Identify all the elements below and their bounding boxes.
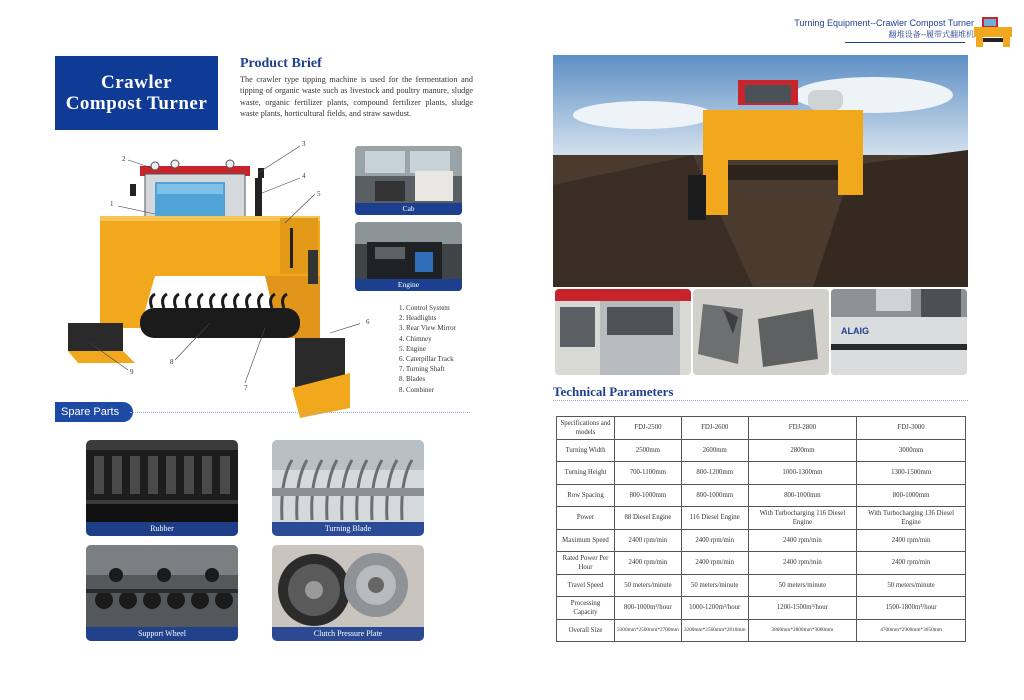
table-cell: 88 Diesel Engine bbox=[615, 507, 682, 530]
callout-2: 2 bbox=[122, 155, 126, 163]
parts-list-item: 6. Caterpillar Track bbox=[399, 355, 454, 364]
spare-part-support-wheel bbox=[86, 545, 238, 641]
product-brief-heading: Product Brief bbox=[240, 56, 322, 71]
inset-photo-cab bbox=[355, 146, 462, 215]
spare-part-clutch-pressure-plate bbox=[272, 545, 424, 641]
row-label: Travel Speed bbox=[557, 574, 615, 597]
table-row bbox=[557, 597, 966, 620]
table-cell: 50 meters/minute bbox=[748, 574, 857, 597]
blade-plates-image bbox=[693, 289, 829, 375]
table-row bbox=[557, 552, 966, 575]
table-cell: 800-1000m³/hour bbox=[615, 597, 682, 620]
row-label: Processing Capacity bbox=[557, 597, 615, 620]
technical-parameters-divider bbox=[553, 400, 968, 401]
parts-list-item: 5. Engine bbox=[399, 344, 426, 353]
table-cell: 2400 rpm/min bbox=[748, 552, 857, 575]
table-header-row bbox=[557, 417, 966, 440]
table-cell: 2400 rpm/min bbox=[748, 529, 857, 552]
row-label: Row Spacing bbox=[557, 484, 615, 507]
table-cell: 2800mm bbox=[748, 439, 857, 462]
table-row bbox=[557, 462, 966, 485]
table-cell: 1200-1500m³/hour bbox=[748, 597, 857, 620]
inset-photo-engine bbox=[355, 222, 462, 291]
row-label: Turning Height bbox=[557, 462, 615, 485]
table-cell: With Turbocharging 136 Diesel Engine bbox=[857, 507, 966, 530]
technical-parameters-table bbox=[556, 416, 966, 642]
callout-7: 7 bbox=[244, 384, 248, 392]
spare-caption-support-wheel: Support Wheel bbox=[86, 627, 238, 641]
compost-turner-logo-icon bbox=[972, 14, 1014, 48]
spare-part-rubber bbox=[86, 440, 238, 536]
table-cell: 800-1000mm bbox=[615, 484, 682, 507]
table-cell: 3300mm*2500mm*2700mm bbox=[615, 619, 682, 642]
table-cell: 4700mm*2900mm*3050mm bbox=[857, 619, 966, 642]
table-header-cell: FDJ-2600 bbox=[681, 417, 748, 440]
table-header-cell: FDJ-2800 bbox=[748, 417, 857, 440]
table-cell: 2400 rpm/min bbox=[681, 552, 748, 575]
table-cell: 2400 rpm/min bbox=[681, 529, 748, 552]
table-cell: 3200mm*2560mm*2810mm bbox=[681, 619, 748, 642]
table-cell: 800-1200mm bbox=[681, 462, 748, 485]
header-divider bbox=[845, 42, 965, 43]
spare-caption-turning-blade: Turning Blade bbox=[272, 522, 424, 536]
parts-list-item: 8. Combiner bbox=[399, 385, 434, 394]
table-row bbox=[557, 529, 966, 552]
field-photo-compost-turner bbox=[553, 55, 968, 287]
table-cell: 50 meters/minute bbox=[681, 574, 748, 597]
table-row bbox=[557, 507, 966, 530]
parts-list-item: 4. Chimney bbox=[399, 334, 432, 343]
header-title-cn: 翻堆设备--履带式翻堆机 bbox=[888, 30, 974, 39]
table-cell: 2600mm bbox=[681, 439, 748, 462]
parts-list-item: 8. Blades bbox=[399, 375, 426, 384]
table-cell: 2500mm bbox=[615, 439, 682, 462]
callout-5: 5 bbox=[317, 190, 321, 198]
row-label: Turning Width bbox=[557, 439, 615, 462]
table-cell: 50 meters/minute bbox=[615, 574, 682, 597]
page-header bbox=[794, 18, 974, 40]
row-label: Overall Size bbox=[557, 619, 615, 642]
product-title-box bbox=[55, 56, 218, 130]
callout-4: 4 bbox=[302, 172, 306, 180]
machine-body-image bbox=[831, 289, 967, 375]
compost-turner-illustration bbox=[60, 138, 360, 420]
table-cell: 2400 rpm/min bbox=[857, 552, 966, 575]
table-cell: 700-1100mm bbox=[615, 462, 682, 485]
inset-caption-cab: Cab bbox=[355, 203, 462, 215]
table-cell: 800-1000mm bbox=[681, 484, 748, 507]
table-row bbox=[557, 484, 966, 507]
spare-parts-heading: Spare Parts bbox=[55, 402, 133, 422]
table-cell: 1300-1500mm bbox=[857, 462, 966, 485]
spare-caption-rubber: Rubber bbox=[86, 522, 238, 536]
table-cell: 50 meters/minute bbox=[857, 574, 966, 597]
parts-list-item: 2. Headlights bbox=[399, 314, 437, 323]
callout-8: 8 bbox=[170, 358, 174, 366]
product-brief-text: The crawler type tipping machine is used for the fermentation and tipping of organic waste such as livestock and poultry manure, sludge waste, organic fertilizer plants, compound fertilizer plants, sludge waste plants, horticultural fields, and straw sawdust. bbox=[240, 75, 473, 118]
table-row bbox=[557, 619, 966, 642]
table-cell: 1000-1200m³/hour bbox=[681, 597, 748, 620]
callout-1: 1 bbox=[110, 200, 114, 208]
table-cell: 2400 rpm/min bbox=[615, 552, 682, 575]
table-cell: With Turbocharging 116 Diesel Engine bbox=[748, 507, 857, 530]
table-cell: 116 Diesel Engine bbox=[681, 507, 748, 530]
technical-parameters-heading: Technical Parameters bbox=[553, 384, 674, 399]
row-label: Maximum Speed bbox=[557, 529, 615, 552]
table-cell: 2400 rpm/min bbox=[615, 529, 682, 552]
table-cell: 800-1000mm bbox=[857, 484, 966, 507]
thumb-photo-machine-body bbox=[831, 289, 967, 375]
parts-list-item: 7. Turning Shaft bbox=[399, 365, 445, 374]
table-header-cell: FDJ-2500 bbox=[615, 417, 682, 440]
row-label: Power bbox=[557, 507, 615, 530]
parts-list-item: 3. Rear View Mirror bbox=[399, 324, 456, 333]
header-title-en: Turning Equipment--Crawler Compost Turner bbox=[794, 18, 974, 28]
row-label: Rated Power Per Hour bbox=[557, 552, 615, 575]
table-cell: 3000mm bbox=[857, 439, 966, 462]
callout-9: 9 bbox=[130, 368, 134, 376]
table-row bbox=[557, 439, 966, 462]
spare-caption-clutch-pressure-plate: Clutch Pressure Plate bbox=[272, 627, 424, 641]
callout-3: 3 bbox=[302, 140, 306, 148]
table-cell: 800-1000mm bbox=[748, 484, 857, 507]
table-cell: 1000-1300mm bbox=[748, 462, 857, 485]
table-cell: 1500-1800m³/hour bbox=[857, 597, 966, 620]
table-cell: 3800mm*2800mm*3000mm bbox=[748, 619, 857, 642]
table-header-cell: Specifications and models bbox=[557, 417, 615, 440]
title-line-2: Compost Turner bbox=[65, 93, 208, 114]
thumb-logo-text: ALAIG bbox=[841, 326, 869, 336]
title-line-1: Crawler bbox=[100, 72, 173, 93]
spare-parts-divider bbox=[130, 412, 470, 413]
thumb-photo-blades bbox=[693, 289, 829, 375]
parts-list-item: 1. Control System bbox=[399, 304, 450, 312]
spare-part-turning-blade bbox=[272, 440, 424, 536]
table-cell: 2400 rpm/min bbox=[857, 529, 966, 552]
parts-list bbox=[399, 303, 456, 395]
cab-exterior-image bbox=[555, 289, 691, 375]
table-header-cell: FDJ-3000 bbox=[857, 417, 966, 440]
thumb-photo-cab-exterior bbox=[555, 289, 691, 375]
callout-6: 6 bbox=[366, 318, 370, 326]
inset-caption-engine: Engine bbox=[355, 279, 462, 291]
table-row bbox=[557, 574, 966, 597]
